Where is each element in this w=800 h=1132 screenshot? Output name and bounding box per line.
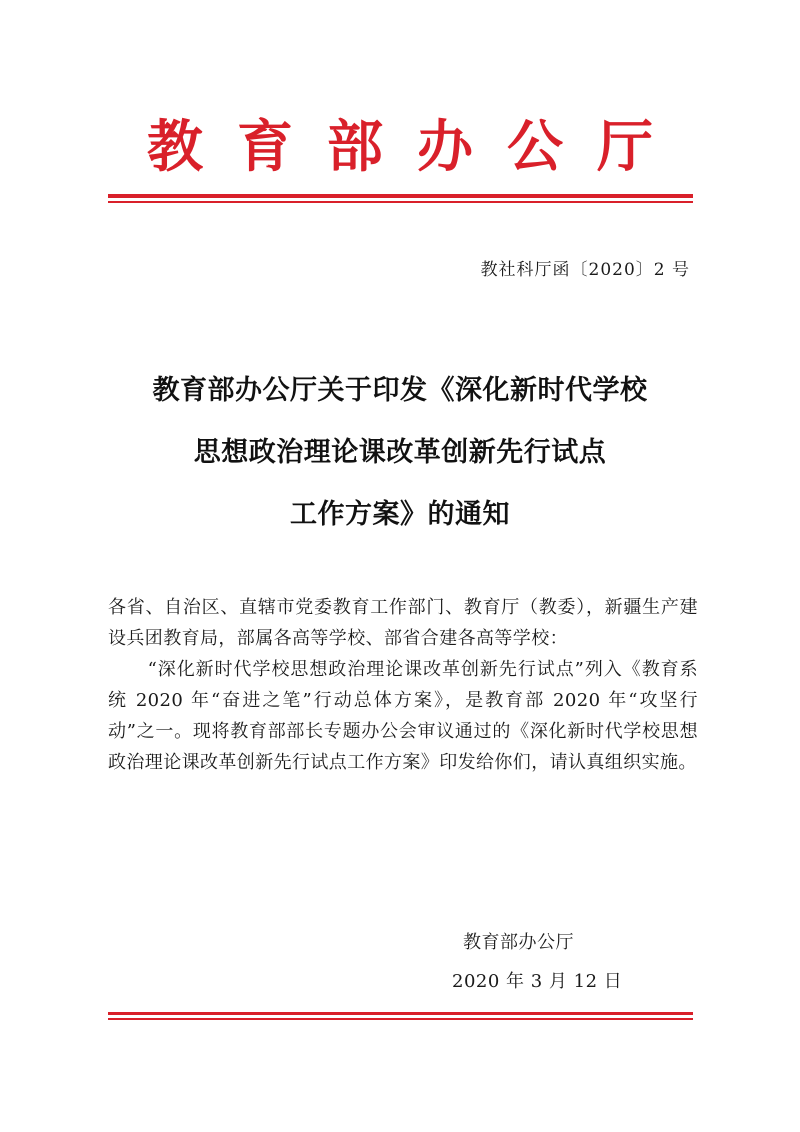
footer-rule-thin (108, 1018, 693, 1020)
title-line-3: 工作方案》的通知 (290, 499, 510, 530)
masthead-rule-thick (108, 194, 693, 198)
masthead-title: 教育部办公厅 (147, 114, 687, 180)
title-line-1: 教育部办公厅关于印发《深化新时代学校 (152, 375, 648, 406)
footer-rule-thick (108, 1012, 693, 1015)
body-paragraph: “深化新时代学校思想政治理论课改革创新先行试点”列入《教育系统 2020 年“奋进之笔”行动总体方案》，是教育部 2020 年“攻坚行动”之一。现将教育部部长专题办公会审议通过的《深化新时代学校思想政治理论课改革创新先行试点工作方案》印发给你们，请认真组织实施。 (108, 659, 698, 773)
title-line-2: 思想政治理论课改革创新先行试点 (193, 437, 607, 468)
signature-date: 2020 年 3 月 12 日 (452, 971, 623, 992)
masthead-rule-thin (108, 201, 693, 203)
document-number: 教社科厅函〔2020〕2 号 (480, 260, 690, 280)
recipients-greeting: 各省、自治区、直辖市党委教育工作部门、教育厅（教委），新疆生产建设兵团教育局，部属各高等学校、部省合建各高等学校： (108, 597, 698, 649)
document-title (0, 360, 800, 546)
signature-issuer: 教育部办公厅 (463, 932, 574, 953)
